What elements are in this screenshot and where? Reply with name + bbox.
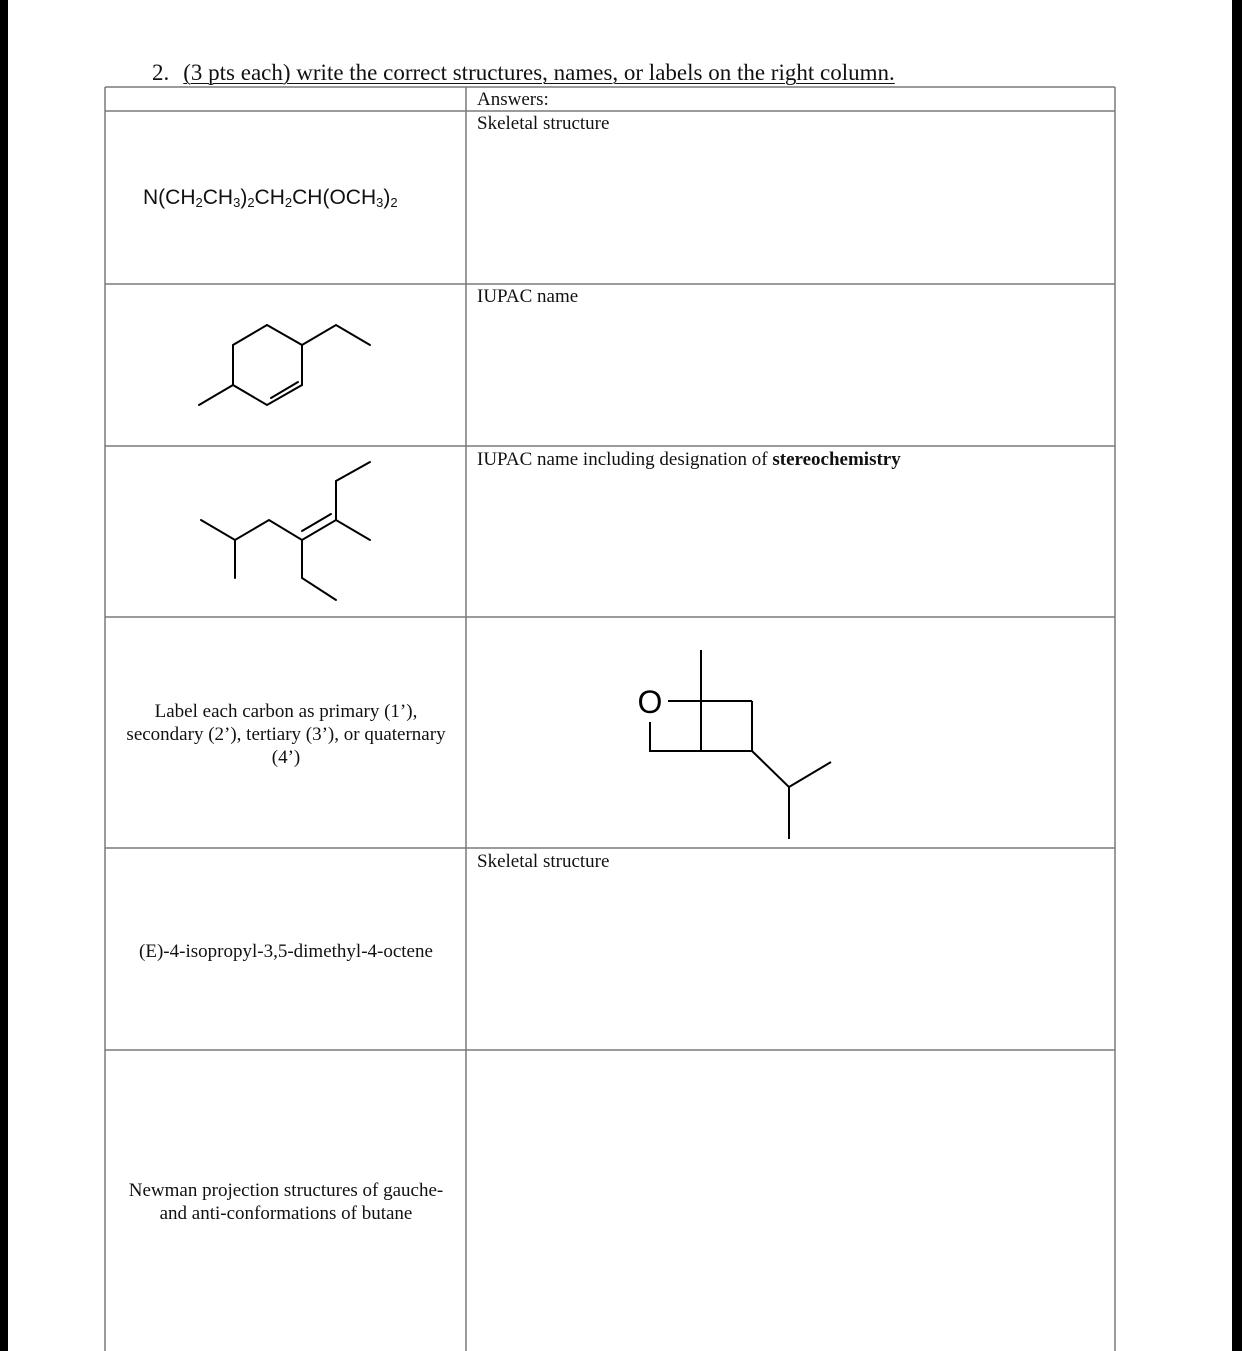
question-number: 2. <box>152 60 170 85</box>
condensed-formula: $N(CH_2CH_3)_2CH_2CH(OCH_3)_2$ <box>143 186 398 210</box>
answer-label-iupac: IUPAC name <box>477 286 579 307</box>
answer-label-skeletal-1: Skeletal structure <box>477 113 610 134</box>
compound-name: (E)-4-isopropyl-3,5-dimethyl-4-octene <box>139 941 433 962</box>
header-answers: Answers: <box>477 89 549 110</box>
answer-label-iupac-stereo: IUPAC name including designation of stereochemistry <box>477 449 901 470</box>
label-carbons-instructions: Label each carbon as primary (1’), secondary (2’), tertiary (3’), or quaternary (4’) <box>126 701 446 768</box>
answer-label-skeletal-2: Skeletal structure <box>477 851 610 872</box>
oxygen-atom-label: O <box>637 684 663 720</box>
question-text: (3 pts each) write the correct structures, names, or labels on the right column. <box>183 60 895 85</box>
newman-instructions: Newman projection structures of gauche- and anti-conformations of butane <box>128 1180 444 1224</box>
stereochemistry-emphasis: stereochemistry <box>772 449 901 470</box>
